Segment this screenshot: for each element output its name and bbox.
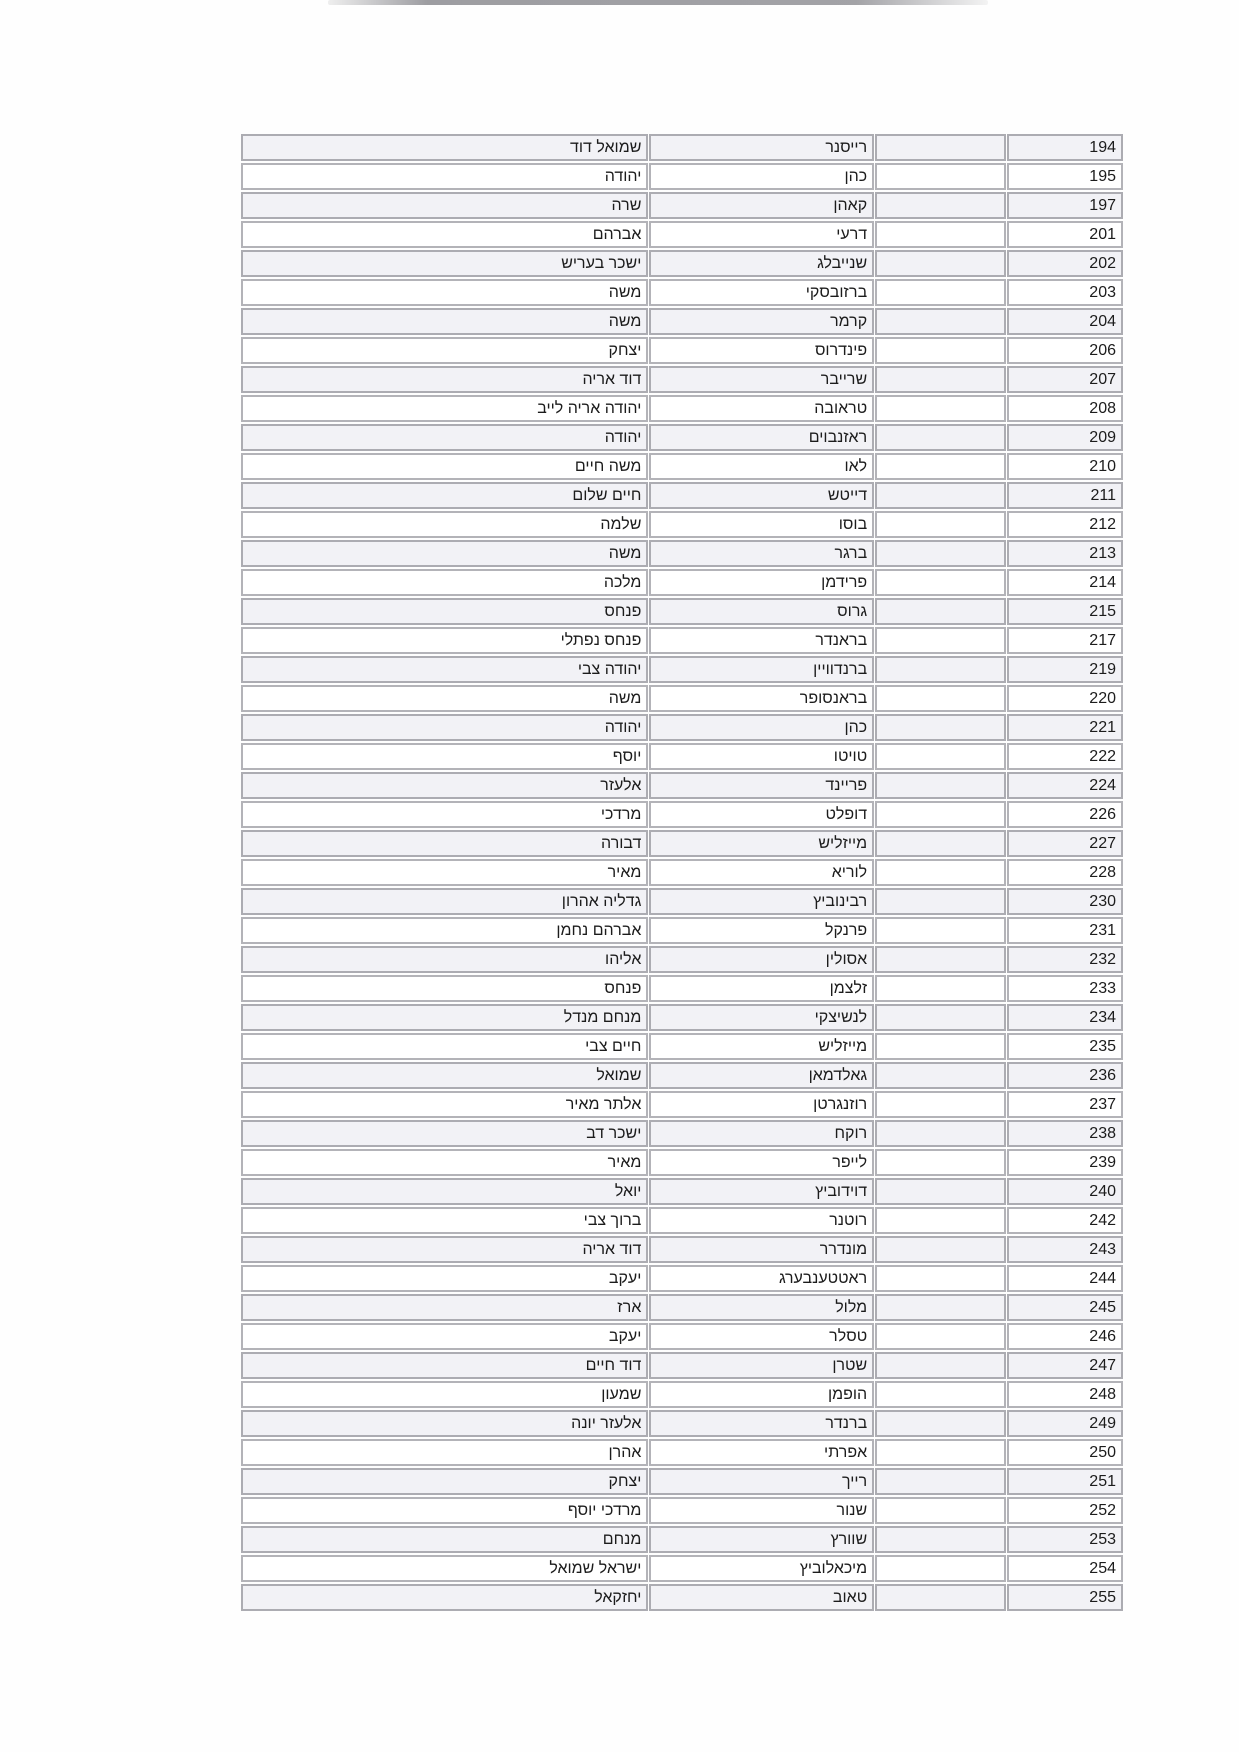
blank-cell (875, 714, 1005, 741)
first-name-cell: משה (241, 540, 648, 567)
number-cell: 230 (1007, 888, 1123, 915)
table-row (241, 366, 1123, 393)
blank-cell (875, 859, 1005, 886)
number-cell: 208 (1007, 395, 1123, 422)
surname-cell: קאהן (649, 192, 874, 219)
surname-cell: קרמר (649, 308, 874, 335)
first-name-cell: מאיר (241, 1149, 648, 1176)
blank-cell (875, 424, 1005, 451)
first-name-cell: אלתר מאיר (241, 1091, 648, 1118)
number-cell: 236 (1007, 1062, 1123, 1089)
number-cell: 250 (1007, 1439, 1123, 1466)
first-name-cell: מרדכי יוסף (241, 1497, 648, 1524)
blank-cell (875, 1004, 1005, 1031)
surname-cell: שוורץ (649, 1526, 874, 1553)
blank-cell (875, 279, 1005, 306)
first-name-cell: יהודה צבי (241, 656, 648, 683)
surname-cell: מייזליש (649, 1033, 874, 1060)
surname-cell: פריינד (649, 772, 874, 799)
first-name-cell: גדליה אהרון (241, 888, 648, 915)
first-name-cell: שמעון (241, 1381, 648, 1408)
blank-cell (875, 917, 1005, 944)
blank-cell (875, 627, 1005, 654)
surname-cell: ראטטענבערג (649, 1265, 874, 1292)
table-row (241, 1004, 1123, 1031)
table-row (241, 1497, 1123, 1524)
number-cell: 212 (1007, 511, 1123, 538)
number-cell: 231 (1007, 917, 1123, 944)
table-row (241, 1323, 1123, 1350)
first-name-cell: יחזקאל (241, 1584, 648, 1611)
table-row (241, 1265, 1123, 1292)
first-name-cell: יוסף (241, 743, 648, 770)
surname-cell: דופלט (649, 801, 874, 828)
table-row (241, 424, 1123, 451)
number-cell: 219 (1007, 656, 1123, 683)
first-name-cell: ברוך צבי (241, 1207, 648, 1234)
number-cell: 244 (1007, 1265, 1123, 1292)
surname-cell: פרידמן (649, 569, 874, 596)
blank-cell (875, 569, 1005, 596)
first-name-cell: יהודה (241, 714, 648, 741)
surname-cell: רוזנגרטן (649, 1091, 874, 1118)
first-name-cell: דוד אריה (241, 366, 648, 393)
first-name-cell: יעקב (241, 1323, 648, 1350)
number-cell: 213 (1007, 540, 1123, 567)
table-row (241, 1149, 1123, 1176)
blank-cell (875, 1033, 1005, 1060)
table-row (241, 656, 1123, 683)
scan-artifact-line (328, 0, 988, 5)
table-row (241, 801, 1123, 828)
first-name-cell: שרה (241, 192, 648, 219)
blank-cell (875, 1178, 1005, 1205)
blank-cell (875, 366, 1005, 393)
first-name-cell: יצחק (241, 1468, 648, 1495)
blank-cell (875, 1584, 1005, 1611)
blank-cell (875, 1294, 1005, 1321)
table-row (241, 1091, 1123, 1118)
first-name-cell: מרדכי (241, 801, 648, 828)
table-row (241, 830, 1123, 857)
surname-cell: רוטנר (649, 1207, 874, 1234)
number-cell: 195 (1007, 163, 1123, 190)
number-cell: 232 (1007, 946, 1123, 973)
blank-cell (875, 395, 1005, 422)
surname-cell: לוריא (649, 859, 874, 886)
surname-cell: רבינוביץ (649, 888, 874, 915)
first-name-cell: יואל (241, 1178, 648, 1205)
first-name-cell: משה חיים (241, 453, 648, 480)
blank-cell (875, 888, 1005, 915)
table-row (241, 308, 1123, 335)
number-cell: 254 (1007, 1555, 1123, 1582)
table-row (241, 1526, 1123, 1553)
surname-cell: מייזליש (649, 830, 874, 857)
surname-cell: ראזנבוים (649, 424, 874, 451)
surname-cell: גאלדמאן (649, 1062, 874, 1089)
blank-cell (875, 801, 1005, 828)
number-cell: 246 (1007, 1323, 1123, 1350)
first-name-cell: משה (241, 279, 648, 306)
first-name-cell: ארז (241, 1294, 648, 1321)
blank-cell (875, 1120, 1005, 1147)
number-cell: 203 (1007, 279, 1123, 306)
first-name-cell: יצחק (241, 337, 648, 364)
first-name-cell: דוד אריה (241, 1236, 648, 1263)
blank-cell (875, 1439, 1005, 1466)
table-row (241, 1381, 1123, 1408)
first-name-cell: פנחס (241, 598, 648, 625)
surname-cell: דייטש (649, 482, 874, 509)
first-name-cell: דוד חיים (241, 1352, 648, 1379)
table-row (241, 1120, 1123, 1147)
number-cell: 201 (1007, 221, 1123, 248)
blank-cell (875, 830, 1005, 857)
surname-cell: פינדרוס (649, 337, 874, 364)
surname-cell: דוידוביץ (649, 1178, 874, 1205)
blank-cell (875, 743, 1005, 770)
surname-cell: רייסנר (649, 134, 874, 161)
table-row (241, 163, 1123, 190)
table-row (241, 1294, 1123, 1321)
number-cell: 252 (1007, 1497, 1123, 1524)
first-name-cell: דבורה (241, 830, 648, 857)
surname-cell: רייך (649, 1468, 874, 1495)
number-cell: 220 (1007, 685, 1123, 712)
table-row (241, 627, 1123, 654)
surname-cell: לייפר (649, 1149, 874, 1176)
surname-cell: טסלר (649, 1323, 874, 1350)
surname-cell: בראנדר (649, 627, 874, 654)
first-name-cell: משה (241, 308, 648, 335)
number-cell: 204 (1007, 308, 1123, 335)
surname-cell: מונדרר (649, 1236, 874, 1263)
number-cell: 233 (1007, 975, 1123, 1002)
first-name-cell: יהודה (241, 163, 648, 190)
table-row (241, 192, 1123, 219)
first-name-cell: ישראל שמואל (241, 1555, 648, 1582)
blank-cell (875, 1526, 1005, 1553)
blank-cell (875, 511, 1005, 538)
surname-cell: מיכאלוביץ (649, 1555, 874, 1582)
table-row (241, 975, 1123, 1002)
blank-cell (875, 1497, 1005, 1524)
number-cell: 253 (1007, 1526, 1123, 1553)
surname-cell: ברנדר (649, 1410, 874, 1437)
surname-cell: טראובה (649, 395, 874, 422)
first-name-cell: ישכר בעריש (241, 250, 648, 277)
blank-cell (875, 1062, 1005, 1089)
surname-cell: בראנסופר (649, 685, 874, 712)
blank-cell (875, 1149, 1005, 1176)
blank-cell (875, 1352, 1005, 1379)
blank-cell (875, 308, 1005, 335)
table-row (241, 337, 1123, 364)
blank-cell (875, 453, 1005, 480)
blank-cell (875, 656, 1005, 683)
blank-cell (875, 1468, 1005, 1495)
number-cell: 224 (1007, 772, 1123, 799)
number-cell: 210 (1007, 453, 1123, 480)
table-row (241, 1439, 1123, 1466)
number-cell: 245 (1007, 1294, 1123, 1321)
surname-cell: פרנקל (649, 917, 874, 944)
number-cell: 202 (1007, 250, 1123, 277)
number-cell: 222 (1007, 743, 1123, 770)
surname-cell: בוסו (649, 511, 874, 538)
number-cell: 234 (1007, 1004, 1123, 1031)
surname-cell: גרוס (649, 598, 874, 625)
blank-cell (875, 1091, 1005, 1118)
table-row (241, 917, 1123, 944)
first-name-cell: פנחס (241, 975, 648, 1002)
blank-cell (875, 337, 1005, 364)
first-name-cell: אליהו (241, 946, 648, 973)
first-name-cell: מלכה (241, 569, 648, 596)
surname-cell: כהן (649, 163, 874, 190)
blank-cell (875, 221, 1005, 248)
number-cell: 238 (1007, 1120, 1123, 1147)
table-row (241, 250, 1123, 277)
table-row (241, 859, 1123, 886)
number-cell: 255 (1007, 1584, 1123, 1611)
table-row (241, 540, 1123, 567)
number-cell: 235 (1007, 1033, 1123, 1060)
table-row (241, 1410, 1123, 1437)
blank-cell (875, 192, 1005, 219)
surname-cell: שטרן (649, 1352, 874, 1379)
number-cell: 209 (1007, 424, 1123, 451)
number-cell: 249 (1007, 1410, 1123, 1437)
table-row (241, 511, 1123, 538)
number-cell: 206 (1007, 337, 1123, 364)
number-cell: 226 (1007, 801, 1123, 828)
first-name-cell: יעקב (241, 1265, 648, 1292)
surname-cell: טאוב (649, 1584, 874, 1611)
number-cell: 215 (1007, 598, 1123, 625)
table-row (241, 569, 1123, 596)
table-row (241, 134, 1123, 161)
table-row (241, 1468, 1123, 1495)
surname-cell: אסולין (649, 946, 874, 973)
number-cell: 242 (1007, 1207, 1123, 1234)
surname-cell: שרייבר (649, 366, 874, 393)
table-row (241, 482, 1123, 509)
surname-cell: שנייבלג (649, 250, 874, 277)
blank-cell (875, 946, 1005, 973)
blank-cell (875, 1236, 1005, 1263)
table-row (241, 1033, 1123, 1060)
surname-cell: אפרתי (649, 1439, 874, 1466)
surname-cell: רוקח (649, 1120, 874, 1147)
blank-cell (875, 1323, 1005, 1350)
surname-cell: כהן (649, 714, 874, 741)
first-name-cell: אהרן (241, 1439, 648, 1466)
surname-cell: דרעי (649, 221, 874, 248)
blank-cell (875, 482, 1005, 509)
surname-cell: שנור (649, 1497, 874, 1524)
surname-cell: ברזובסקי (649, 279, 874, 306)
table-row (241, 1178, 1123, 1205)
surname-cell: מלול (649, 1294, 874, 1321)
surname-cell: לאו (649, 453, 874, 480)
first-name-cell: שמואל דוד (241, 134, 648, 161)
names-table (240, 132, 1124, 1613)
blank-cell (875, 1265, 1005, 1292)
table-row (241, 772, 1123, 799)
surname-cell: זלצמן (649, 975, 874, 1002)
table-row (241, 1352, 1123, 1379)
number-cell: 228 (1007, 859, 1123, 886)
blank-cell (875, 1555, 1005, 1582)
table-row (241, 279, 1123, 306)
surname-cell: הופמן (649, 1381, 874, 1408)
table-row (241, 221, 1123, 248)
first-name-cell: אלעזר יונה (241, 1410, 648, 1437)
table-row (241, 743, 1123, 770)
table-row (241, 395, 1123, 422)
surname-cell: ברנדוויין (649, 656, 874, 683)
first-name-cell: יהודה אריה לייב (241, 395, 648, 422)
table-row (241, 1207, 1123, 1234)
blank-cell (875, 598, 1005, 625)
number-cell: 207 (1007, 366, 1123, 393)
first-name-cell: חיים שלום (241, 482, 648, 509)
blank-cell (875, 1207, 1005, 1234)
blank-cell (875, 540, 1005, 567)
number-cell: 217 (1007, 627, 1123, 654)
blank-cell (875, 163, 1005, 190)
first-name-cell: יהודה (241, 424, 648, 451)
first-name-cell: מנחם (241, 1526, 648, 1553)
table-row (241, 685, 1123, 712)
first-name-cell: מאיר (241, 859, 648, 886)
number-cell: 247 (1007, 1352, 1123, 1379)
surname-cell: ברגר (649, 540, 874, 567)
table-row (241, 453, 1123, 480)
number-cell: 194 (1007, 134, 1123, 161)
blank-cell (875, 772, 1005, 799)
number-cell: 251 (1007, 1468, 1123, 1495)
blank-cell (875, 1410, 1005, 1437)
first-name-cell: שמואל (241, 1062, 648, 1089)
number-cell: 221 (1007, 714, 1123, 741)
table-row (241, 946, 1123, 973)
first-name-cell: משה (241, 685, 648, 712)
first-name-cell: מנחם מנדל (241, 1004, 648, 1031)
number-cell: 197 (1007, 192, 1123, 219)
number-cell: 240 (1007, 1178, 1123, 1205)
table-row (241, 714, 1123, 741)
table-row (241, 1584, 1123, 1611)
names-table-body (241, 134, 1123, 1611)
blank-cell (875, 1381, 1005, 1408)
number-cell: 214 (1007, 569, 1123, 596)
first-name-cell: אברהם (241, 221, 648, 248)
table-row (241, 1236, 1123, 1263)
blank-cell (875, 685, 1005, 712)
first-name-cell: ישכר דב (241, 1120, 648, 1147)
first-name-cell: אלעזר (241, 772, 648, 799)
first-name-cell: פנחס נפתלי (241, 627, 648, 654)
surname-cell: טויטו (649, 743, 874, 770)
table-row (241, 1062, 1123, 1089)
number-cell: 248 (1007, 1381, 1123, 1408)
number-cell: 211 (1007, 482, 1123, 509)
table-row (241, 888, 1123, 915)
number-cell: 227 (1007, 830, 1123, 857)
table-row (241, 598, 1123, 625)
first-name-cell: שלמה (241, 511, 648, 538)
blank-cell (875, 975, 1005, 1002)
surname-cell: לנשיצקי (649, 1004, 874, 1031)
first-name-cell: אברהם נחמן (241, 917, 648, 944)
number-cell: 239 (1007, 1149, 1123, 1176)
blank-cell (875, 250, 1005, 277)
table-row (241, 1555, 1123, 1582)
number-cell: 237 (1007, 1091, 1123, 1118)
first-name-cell: חיים צבי (241, 1033, 648, 1060)
number-cell: 243 (1007, 1236, 1123, 1263)
blank-cell (875, 134, 1005, 161)
